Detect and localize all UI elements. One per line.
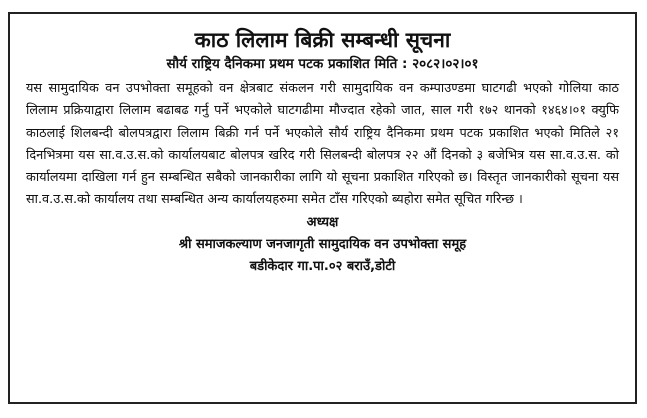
notice-body-text: यस सामुदायिक वन उपभोक्ता समूहको वन क्षेत्रबाट संकलन गरी सामुदायिक वन कम्पाउण्डमा घाटगढी भएको गोलिया काठ लिलाम प्रक्रियाद्वारा लिलाम बढाबढ गर्नु पर्ने भएकोले घाटगढीमा मौज्दात रहेको जात, साल गरी १७२ थानको १४६४।०१ क्युफि काठलाई शिलबन्दी बोलपत्रद्वारा लिलाम बिक्री गर्न पर्ने भएकोले सौर्य राष्ट्रिय दैनिकमा प्रथम पटक प्रकाशित भएको मितिले २१ दिनभित्रमा यस सा.व.उ.स.को कार्यालयबाट बोलपत्र खरिद गरी सिलबन्दी बोलपत्र २२ औं दिनको ३ बजेभित्र यस सा.व.उ.स. को कार्यालयमा दाखिला गर्न हुन सम्बन्धित सबैको जानकारीका लागि यो सूचना प्रकाशित गरिएको छ। विस्तृत जानकारीको सूचना यस सा.व.उ.स.को कार्यालय तथा सम्बन्धित अन्य कार्यालयहरुमा समेत टाँस गरिएको ब्यहोरा समेत सूचित गरिन्छ । — [26, 81, 619, 208]
publication-date-line: सौर्य राष्ट्रिय दैनिकमा प्रथम पटक प्रकाशित मिति : २०८२।०२।०१ — [166, 56, 479, 72]
signatory-role: अध्यक्ष — [306, 214, 339, 230]
notice-box — [8, 12, 637, 404]
signatory-address: बडीकेदार गा.पा.०२ बराउँ,डोटी — [249, 258, 396, 274]
signatory-organization: श्री समाजकल्याण जनजागृती सामुदायिक वन उपभोक्ता समूह — [178, 236, 467, 252]
notice-title: काठ लिलाम बिक्री सम्बन्धी सूचना — [194, 28, 451, 52]
